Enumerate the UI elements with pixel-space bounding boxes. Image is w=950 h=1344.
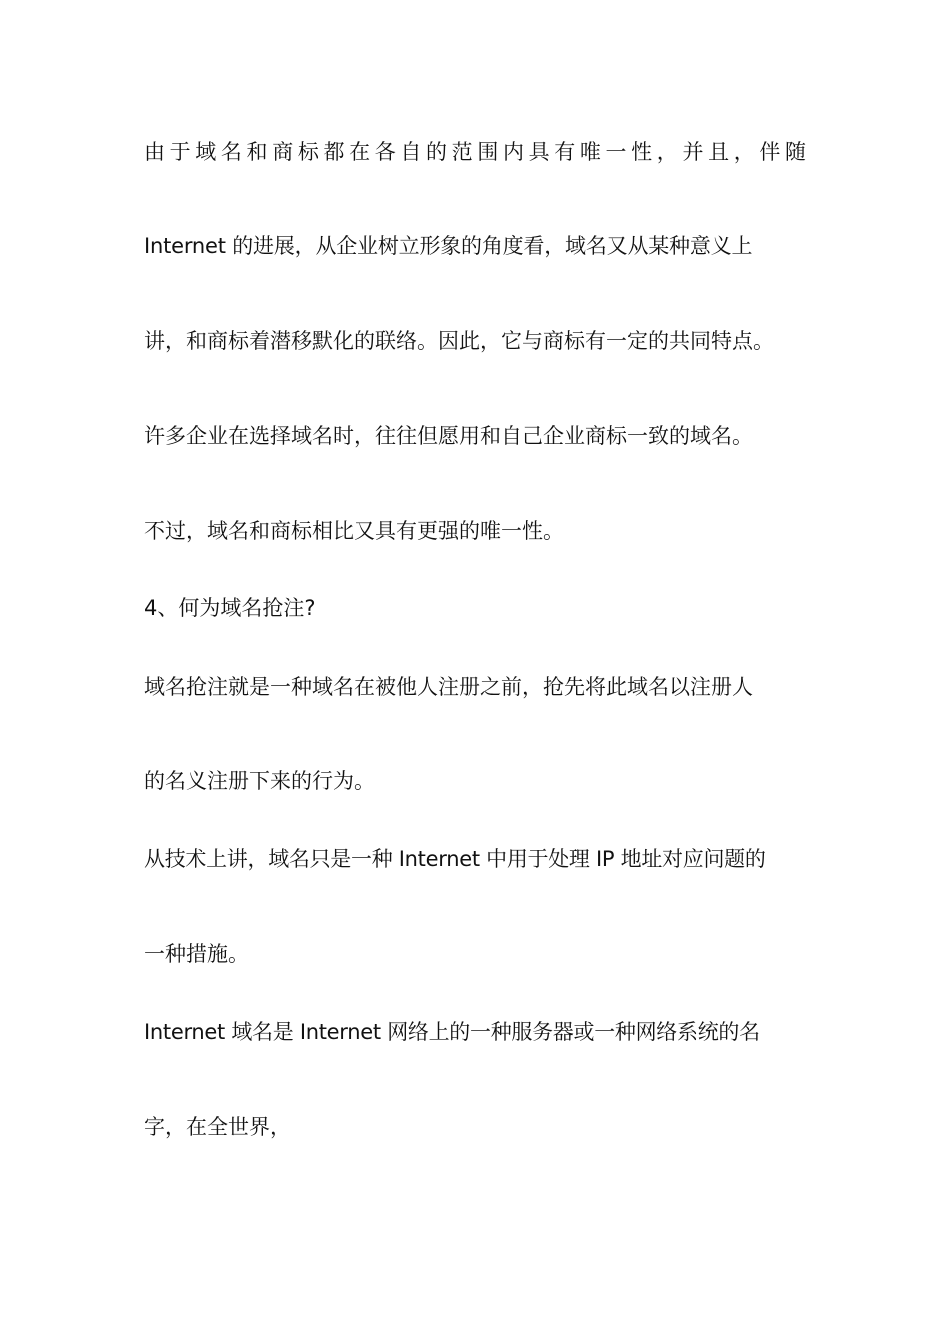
paragraph-line-6: 域名抢注就是一种域名在被他人注册之前，抢先将此域名以注册人 — [144, 675, 753, 699]
paragraph-line-10: Internet 域名是 Internet 网络上的一种服务器或一种网络系统的名 — [144, 1020, 760, 1044]
paragraph-line-11: 字，在全世界， — [144, 1115, 291, 1139]
paragraph-line-3: 讲，和商标着潜移默化的联络。因此，它与商标有一定的共同特点。 — [144, 329, 774, 353]
paragraph-line-2: Internet 的进展，从企业树立形象的角度看，域名又从某种意义上 — [144, 234, 753, 258]
paragraph-line-7: 的名义注册下来的行为。 — [144, 769, 375, 793]
paragraph-line-9: 一种措施。 — [144, 942, 249, 966]
paragraph-line-1: 由于域名和商标都在各自的范围内具有唯一性，并且，伴随 — [144, 140, 806, 164]
paragraph-line-4: 许多企业在选择域名时，往往但愿用和自己企业商标一致的域名。 — [144, 424, 753, 448]
section-heading: 4、何为域名抢注? — [144, 596, 316, 620]
paragraph-line-8: 从技术上讲，域名只是一种 Internet 中用于处理 IP 地址对应问题的 — [144, 847, 766, 871]
paragraph-line-5: 不过，域名和商标相比又具有更强的唯一性。 — [144, 519, 564, 543]
